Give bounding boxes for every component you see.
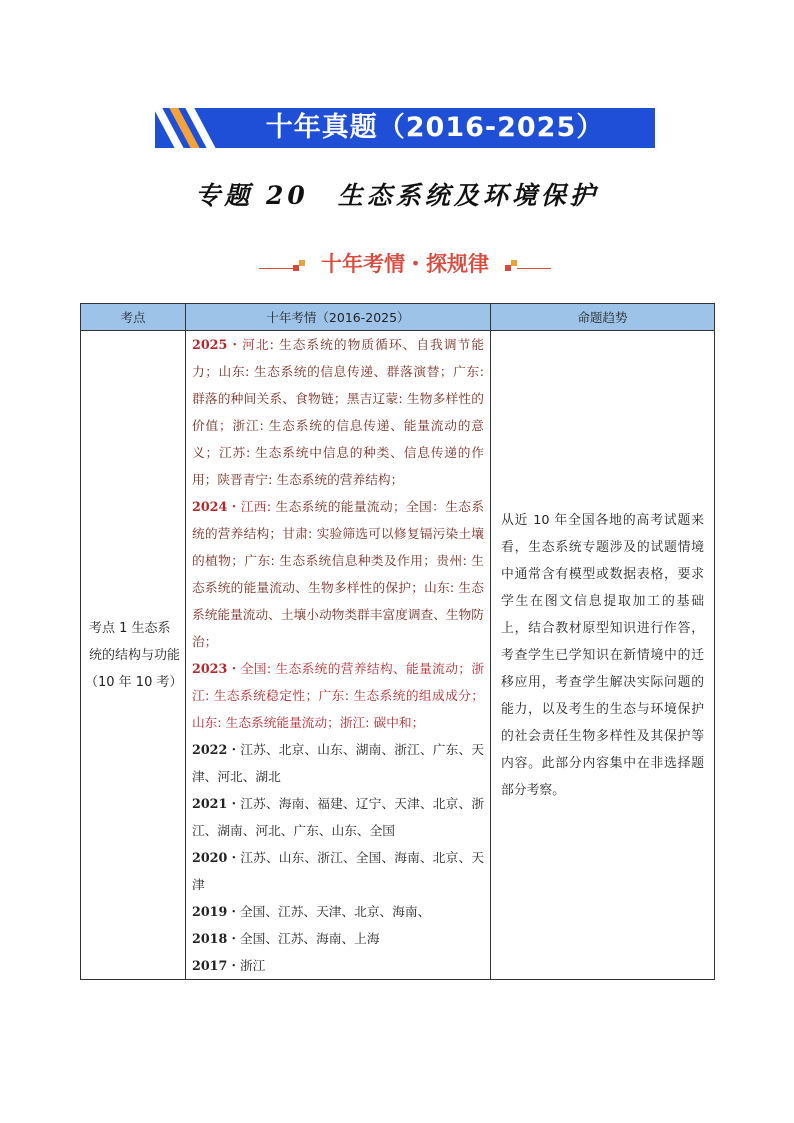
year-entry [192,493,484,655]
year-entry [192,952,484,979]
year-entry [192,898,484,925]
year-entry [192,736,484,790]
entry-separator: ・ [227,850,241,865]
entry-region: 全国 [240,661,267,676]
kaodian-count: （10 年 10 考） [85,674,183,690]
year-entry [192,655,484,736]
entry-separator: ・ [227,337,243,352]
entry-separator: ・ [227,931,240,946]
entry-separator: ・ [227,742,241,757]
kaodian-name: 考点 1 生态系统的结构与功能 [89,620,181,663]
kaodian-cell [81,331,186,980]
heading-line-right [517,268,551,269]
entry-text: : 生态系统的物质循环、自我调节能力；山东: 生态系统的信息传递、群落演替；广东: 群落的种间关系、食物链；黑吉辽蒙: 生物多样性的价值；浙江: 生态系统的信息传递、能量流动的意义；江苏: 生态系统中信息的种类、信息传递的作用；陕晋青宁: 生态系统的营养结构； [192,337,485,487]
header-kaoqing: 十年考情（2016-2025） [186,304,491,331]
entry-text: : 生态系统的能量流动；全国：生态系统的营养结构；甘肃: 实验筛选可以修复镉污染土壤的植物；广东: 生态系统信息种类及作用；贵州: 生态系统的能量流动、生物多样性的保护；山东: 生态系统能量流动、土壤小动物类群丰富度调查、生物防治； [192,499,485,649]
heading-square-icon [511,260,517,266]
entry-text: 浙江 [240,958,266,973]
subject-title: 专题 20 生态系统及环境保护 [195,181,599,210]
entry-region: 江西 [240,499,267,514]
entry-year: 2019 [192,904,228,919]
entry-year: 2022 [192,742,228,757]
entry-year: 2025 [192,337,228,352]
banner-title: 十年真题（2016-2025） [265,112,605,143]
entry-text: 全国、江苏、天津、北京、海南、 [240,904,431,919]
section-heading-text: 十年考情・探规律 [321,252,489,276]
entry-separator: ・ [227,796,241,811]
header-trend: 命题趋势 [491,304,715,331]
entry-year: 2024 [192,499,228,514]
trend-cell [491,331,715,980]
section-heading [255,247,555,281]
year-entry [192,925,484,952]
entry-year: 2020 [192,850,228,865]
entry-region: 河北 [242,337,270,352]
year-entry [192,790,484,844]
entry-separator: ・ [227,958,240,973]
heading-line-left [259,268,293,269]
table-row [81,331,715,980]
entry-year: 2021 [192,796,228,811]
entry-text: 江苏、海南、福建、辽宁、天津、北京、浙江、湖南、河北、广东、山东、全国 [192,796,485,838]
entry-text: 全国、江苏、海南、上海 [240,931,380,946]
entry-text: 江苏、山东、浙江、全国、海南、北京、天津 [192,850,485,892]
header-kaodian: 考点 [81,304,186,331]
entry-year: 2023 [192,661,228,676]
entry-text: 江苏、北京、山东、湖南、浙江、广东、天津、河北、湖北 [192,742,485,784]
entry-separator: ・ [227,661,241,676]
title-banner [155,108,655,148]
entry-separator: ・ [227,904,240,919]
entry-separator: ・ [227,499,241,514]
year-entry [192,331,484,493]
kaoqing-cell [186,331,491,980]
entry-year: 2018 [192,931,228,946]
exam-table [80,303,715,980]
year-entry [192,844,484,898]
entry-year: 2017 [192,958,228,973]
table-header-row [81,304,715,331]
entry-text: : 生态系统的营养结构、能量流动；浙江: 生态系统稳定性；广东: 生态系统的组成成分；山东: 生态系统能量流动；浙江: 碳中和； [192,661,485,730]
trend-text: 从近 10 年全国各地的高考试题来看，生态系统专题涉及的试题情境中通常含有模型或数据表格，要求学生在图文信息提取加工的基础上，结合教材原型知识进行作答，考查学生已学知识在新情境中的迁移应用，考查学生解决实际问题的能力，以及考生的生态与环境保护的社会责任生物多样性及其保护等内容。此部分内容集中在非选择题部分考察。 [501,512,704,798]
